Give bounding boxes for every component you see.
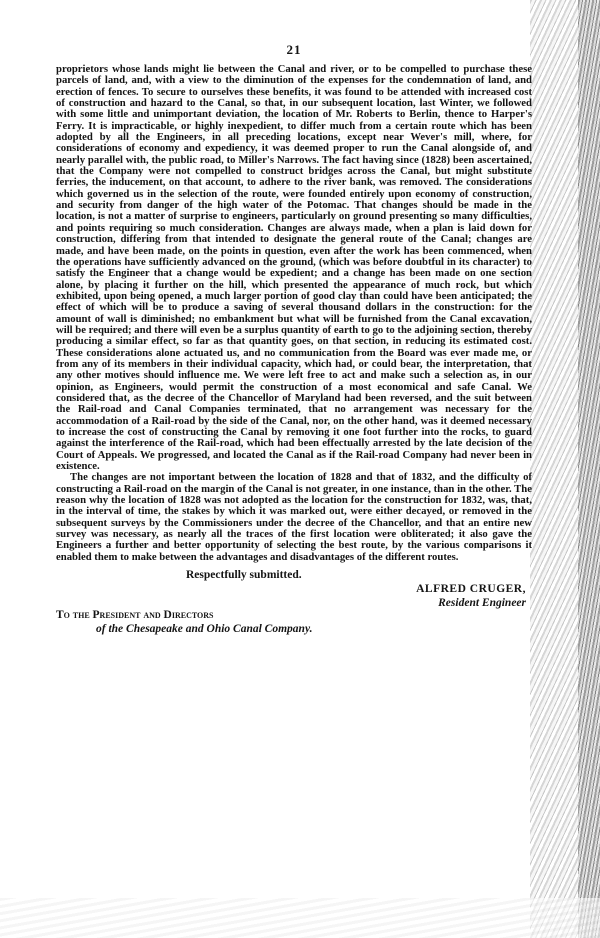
respectfully-submitted: Respectfully submitted. [186, 569, 302, 582]
document-page [56, 42, 532, 643]
paragraph-2: The changes are not important between the location of 1828 and that of 1832, and the difficulty of constructing a Rail-road on the margin of the Canal is not greater, in one instance, than in the other. The reason why the location of 1828 was not adopted as the location for the construction for 1832, was, that, in the interval of time, the stakes by which it was marked out, were either decayed, or removed in the subsequent surveys by the Commissioners under the decree of the Chancellor, and that an entire new survey was necessary, as nearly all the traces of the first location were obliterated; it also gave the Engineers a further and better opportunity of selecting the best route, by the various comparisons it enabled them to make between the advantages and disadvantages of the different routes. [56, 471, 532, 563]
page-number: 21 [286, 42, 302, 57]
body-text [56, 64, 532, 563]
paragraph-1: proprietors whose lands might lie between the Canal and river, or to be compelled to purchase these parcels of land, and, with a view to the diminution of the expenses for the condemnation of land, and erection of fences. To secure to ourselves these benefits, it was found to be attended with increased cost of construction and hazard to the Canal, so that, in our subsequent location, last Winter, we followed with some little and unimportant deviation, the location of Mr. Roberts to Berlin, thence to Harper's Ferry. It is impracticable, or highly inexpedient, to differ much from a certain route which has been adopted by all the Engineers, in all preceding locations, except near Wever's mill, where, for considerations of economy and expediency, it was deemed proper to run the Canal alongside of, and nearly parallel with, the public road, to Miller's Narrows. The fact having since (1828) been ascertained, that the Company were not compelled to construct bridges across the Canal, but might substitute ferries, the inducement, on that account, to adhere to the river bank, was removed. The considerations which governed us in the selection of the route, were founded entirely upon economy of construction, and security from danger of the high water of the Potomac. That changes should be made in the location, is not a matter of surprise to engineers, particularly on ground presenting so many difficulties, and points requiring so much consideration. Changes are always made, when a plan is laid down for construction, differing from that intended to designate the general route of the Canal; changes are made, and have been made, on the points in question, even after the work has been commenced, when the operations have sufficiently advanced on the ground, (which was before doubtful in its character) to satisfy the Engineer that a change would be expedient; and a change has been made on one section alone, by placing it further on the hill, which presented the appearance of much rock, but which exhibited, upon being opened, a much larger portion of good clay than could have been anticipated; the effect of which will be to produce a saving of several thousand dollars in the construction: for the amount of wall is diminished; no embankment but what will be furnished from the Canal excavation, will be required; and there will even be a surplus quantity of earth to go to the adjoining section, thereby producing a similar effect, so far as that quantity goes, on that section, in reducing its estimated cost. These considerations alone actuated us, and no communication from the Board was ever made me, or from any of its members in their individual capacity, which had, or could bear, the interpretation, that any other motives should influence me. We were left free to act and make such a selection as, in our opinion, as Engineers, would permit the construction of a most economical and safe Canal. We considered that, as the decree of the Chancellor of Maryland had been reversed, and the suit between the Rail-road and Canal Companies terminated, that no arrangement was necessary for the accommodation of a Rail-road by the side of the Canal, nor, on the other hand, was it deemed necessary to increase the cost of constructing the Canal by removing it one foot further into the rocks, to guard against the interference of the Rail-road, which had been effectually arrested by the late decision of the Court of Appeals. We progressed, and located the Canal as if the Rail-road Company had never been in existence. [56, 63, 532, 473]
signature-title: Resident Engineer [438, 597, 526, 610]
closing-block [56, 569, 532, 643]
signature-name: ALFRED CRUGER, [416, 583, 526, 596]
scan-bottom-shading [0, 898, 600, 938]
scan-edge-dark-shading [578, 0, 600, 938]
addressee-line-2: of the Chesapeake and Ohio Canal Company. [96, 623, 313, 636]
addressee-line-1: To the President and Directors [56, 609, 214, 622]
